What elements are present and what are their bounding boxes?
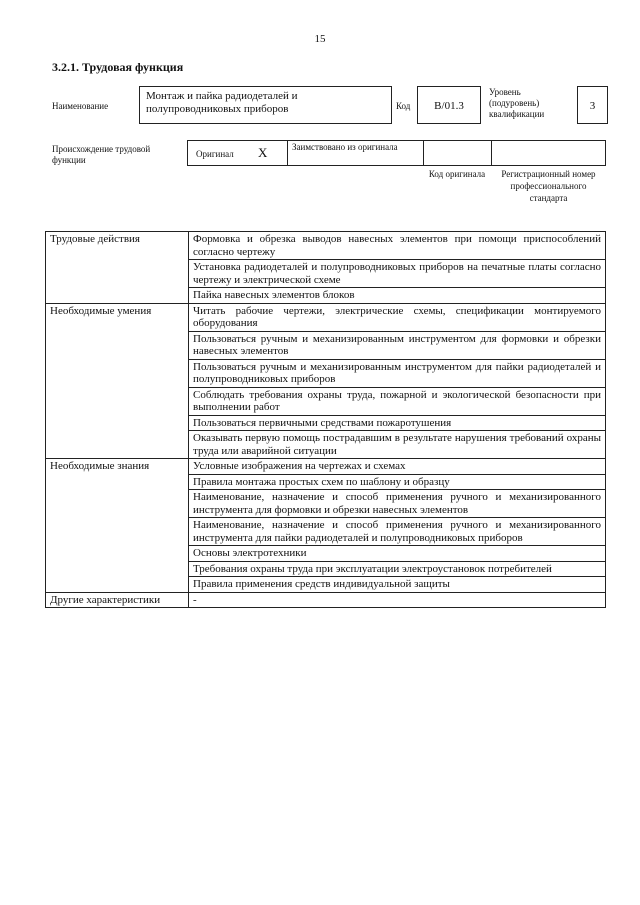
table-row bbox=[46, 459, 606, 475]
original-cell bbox=[188, 141, 287, 165]
section-item: Требования охраны труда при эксплуатации электроустановок потребителей bbox=[189, 561, 606, 577]
level-label: Уровень (подуровень) квалификации bbox=[489, 87, 545, 119]
table-row bbox=[46, 592, 606, 608]
section-item: Оказывать первую помощь пострадавшим в результате нарушения требований охраны труда или аварийной ситуации bbox=[189, 431, 606, 459]
function-table bbox=[45, 231, 606, 608]
level-field: 3 bbox=[577, 86, 608, 124]
section-item: Пользоваться первичными средствами пожаротушения bbox=[189, 415, 606, 431]
section-item: Соблюдать требования охраны труда, пожарной и экологической безопасности при выполнении работ bbox=[189, 387, 606, 415]
origin-label: Происхождение трудовой функции bbox=[52, 144, 151, 165]
original-code-cell bbox=[423, 141, 491, 165]
code-label: Код bbox=[396, 101, 411, 111]
code-caption: Код оригинала bbox=[428, 169, 486, 179]
section-label: Необходимые умения bbox=[46, 303, 189, 459]
section-item: Пользоваться ручным и механизированным инструментом для формовки и обрезки навесных элементов bbox=[189, 331, 606, 359]
table-row bbox=[46, 232, 606, 260]
section-label: Необходимые знания bbox=[46, 459, 189, 593]
original-label: Оригинал bbox=[196, 149, 234, 159]
registration-number-cell bbox=[491, 141, 605, 165]
section-item: Правила монтажа простых схем по шаблону и образцу bbox=[189, 474, 606, 490]
section-item: Пользоваться ручным и механизированным инструментом для пайки радиодеталей и полупроводниковых приборов bbox=[189, 359, 606, 387]
section-item: - bbox=[189, 592, 606, 608]
section-item: Формовка и обрезка выводов навесных элементов при помощи приспособлений согласно чертежу bbox=[189, 232, 606, 260]
section-title: 3.2.1. Трудовая функция bbox=[52, 60, 184, 74]
section-item: Пайка навесных элементов блоков bbox=[189, 288, 606, 304]
section-item: Основы электротехники bbox=[189, 546, 606, 562]
section-item: Правила применения средств индивидуальной защиты bbox=[189, 577, 606, 593]
origin-row bbox=[187, 140, 606, 166]
section-item: Наименование, назначение и способ применения ручного и механизированного инструмента для пайки радиодеталей и полупроводниковых приборов bbox=[189, 518, 606, 546]
section-item: Наименование, назначение и способ применения ручного и механизированного инструмента для формовки и обрезки навесных элементов bbox=[189, 490, 606, 518]
section-label: Другие характеристики bbox=[46, 592, 189, 608]
section-item: Условные изображения на чертежах и схемах bbox=[189, 459, 606, 475]
original-mark: X bbox=[258, 145, 268, 160]
section-item: Установка радиодеталей и полупроводниковых приборов на печатные платы согласно чертежу и электрической схеме bbox=[189, 260, 606, 288]
function-name-field: Монтаж и пайка радиодеталей и полупроводниковых приборов bbox=[139, 86, 392, 124]
section-item: Читать рабочие чертежи, электрические схемы, спецификации монтируемого оборудования bbox=[189, 303, 606, 331]
borrowed-label: Заимствовано из оригинала bbox=[287, 141, 423, 165]
table-row bbox=[46, 303, 606, 331]
registration-caption: Регистрационный номер профессионального стандарта bbox=[501, 169, 596, 203]
name-label: Наименование bbox=[52, 101, 109, 111]
section-label: Трудовые действия bbox=[46, 232, 189, 304]
page-number: 15 bbox=[314, 33, 326, 45]
function-code-field: B/01.3 bbox=[417, 86, 481, 124]
